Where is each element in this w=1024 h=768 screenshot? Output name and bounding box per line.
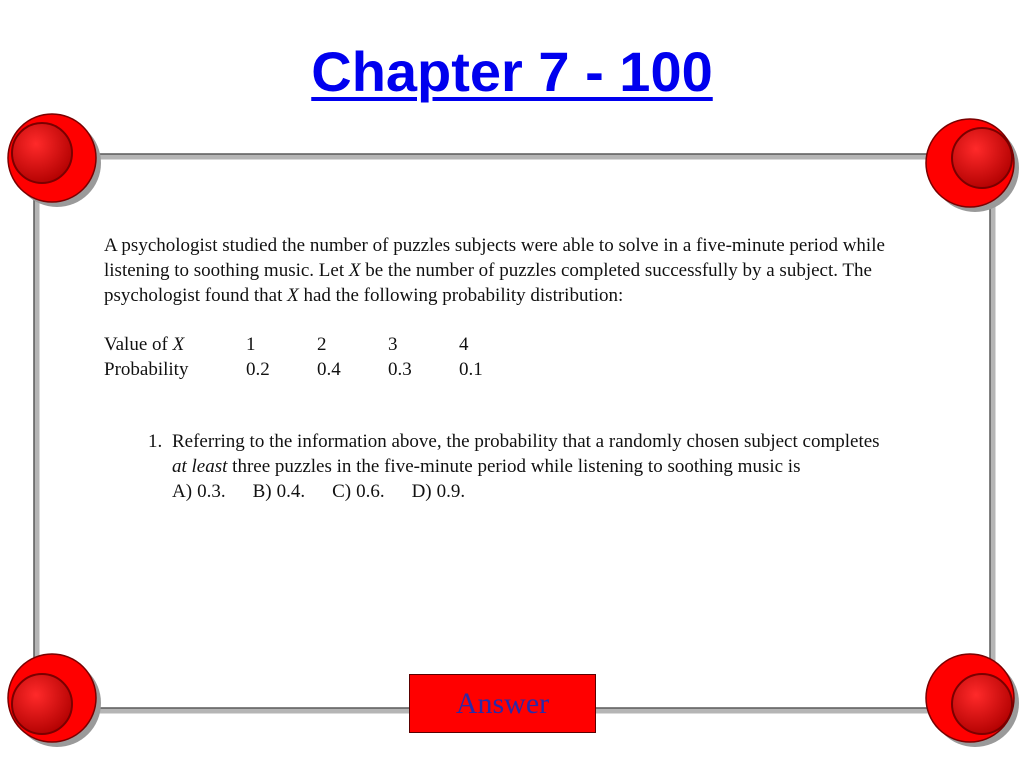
value-label: Value of X [104, 334, 185, 355]
question-item [104, 429, 934, 504]
question-block [104, 233, 934, 504]
corner-ornament-top-left [8, 114, 101, 207]
probability-cell: 0.3 [388, 359, 412, 380]
answer-button[interactable]: Answer [409, 674, 596, 733]
probability-label: Probability [104, 359, 189, 380]
question-number: 1. [148, 431, 163, 452]
value-cell: 2 [317, 334, 327, 355]
probability-distribution-table [104, 332, 934, 382]
slide-title[interactable]: Chapter 7 - 100 [311, 40, 713, 103]
value-cell: 4 [459, 334, 469, 355]
value-cell: 1 [246, 334, 256, 355]
question-text: Referring to the information above, the probability that a randomly chosen subject completes at least three puzzles in the five-minute period while listening to soothing music is A) 0.3. B) 0.4. C) 0.6. D) 0.9. [172, 429, 892, 504]
value-cell: 3 [388, 334, 398, 355]
probability-cell: 0.2 [246, 359, 270, 380]
probability-cell: 0.1 [459, 359, 483, 380]
choice-a: A) 0.3. [172, 481, 226, 502]
answer-choices [172, 479, 892, 504]
probability-cell: 0.4 [317, 359, 341, 380]
corner-ornament-bottom-right [926, 654, 1019, 747]
choice-c: C) 0.6. [332, 481, 385, 502]
choice-d: D) 0.9. [411, 481, 466, 502]
choice-b: B) 0.4. [252, 481, 306, 502]
probability-row [104, 357, 934, 382]
value-row [104, 332, 934, 357]
corner-ornament-bottom-left [8, 654, 101, 747]
corner-ornament-top-right [926, 119, 1019, 212]
question-intro: A psychologist studied the number of puzzles subjects were able to solve in a five-minute period while listening to soothing music. Let X be the number of puzzles completed successfully by a subject. The psychologist found that X had the following probability distribution: [104, 235, 885, 306]
